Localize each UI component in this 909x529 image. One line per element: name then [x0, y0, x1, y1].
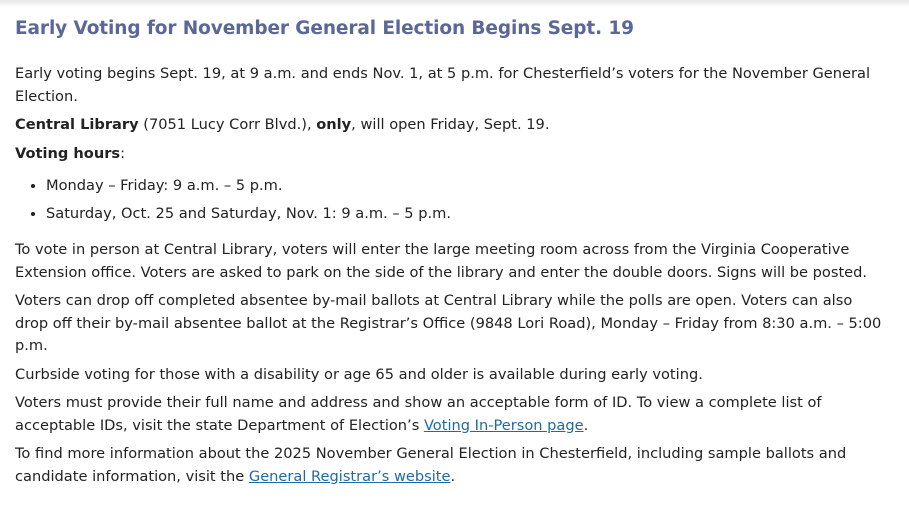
- info-text: To find more information about the 2025 November General Election in Chesterfield, including sample ballots and candidate information, visit the: [15, 445, 847, 485]
- hours-colon: :: [120, 144, 126, 162]
- hours-list: [15, 175, 885, 225]
- voting-in-person-link[interactable]: Voting In-Person page: [423, 416, 584, 434]
- hours-item-weekday: • Monday – Friday: 9 a.m. – 5 p.m.: [46, 175, 885, 198]
- id-paragraph: [15, 392, 885, 437]
- location-name: Central Library: [15, 116, 139, 133]
- intro-paragraph: Early voting begins Sept. 19, at 9 a.m. and ends Nov. 1, at 5 p.m. for Chesterfield’s voters for the November General Election.: [15, 65, 871, 105]
- id-period: .: [583, 416, 589, 434]
- hours-label: Voting hours: [15, 144, 121, 162]
- info-period: .: [450, 467, 456, 485]
- article-body: [15, 63, 885, 494]
- location-address: (7051 Lucy Corr Blvd.),: [138, 116, 317, 133]
- article-title: Early Voting for November General Election Begins Sept. 19: [15, 18, 634, 39]
- hours-item-saturday: • Saturday, Oct. 25 and Saturday, Nov. 1: 9 a.m. – 5 p.m.: [46, 203, 885, 226]
- info-paragraph: [15, 443, 885, 488]
- id-text: Voters must provide their full name and address and show an acceptable form of ID. To view a complete list of acceptable IDs, visit the state Department of Election’s: [15, 394, 822, 434]
- top-shadow: [0, 0, 909, 7]
- general-registrar-link[interactable]: General Registrar’s website: [248, 467, 451, 485]
- location-paragraph: [15, 114, 885, 137]
- location-rest: , will open Friday, Sept. 19.: [351, 116, 550, 133]
- location-only: only: [316, 116, 352, 133]
- drop-off-paragraph: Voters can drop off completed absentee by-mail ballots at Central Library while the polls are open. Voters can also drop off their by-mail absentee ballot at the Registrar’s Office (9848 Lori Road), Monday – Friday from 8:30 a.m. – 5:00 p.m.: [15, 292, 882, 354]
- in-person-paragraph: To vote in person at Central Library, voters will enter the large meeting room across from the Virginia Cooperative Extension office. Voters are asked to park on the side of the library and enter the double doors. Signs will be posted.: [15, 241, 868, 281]
- hours-heading: [15, 143, 885, 166]
- curbside-paragraph: Curbside voting for those with a disability or age 65 and older is available during early voting.: [15, 365, 703, 383]
